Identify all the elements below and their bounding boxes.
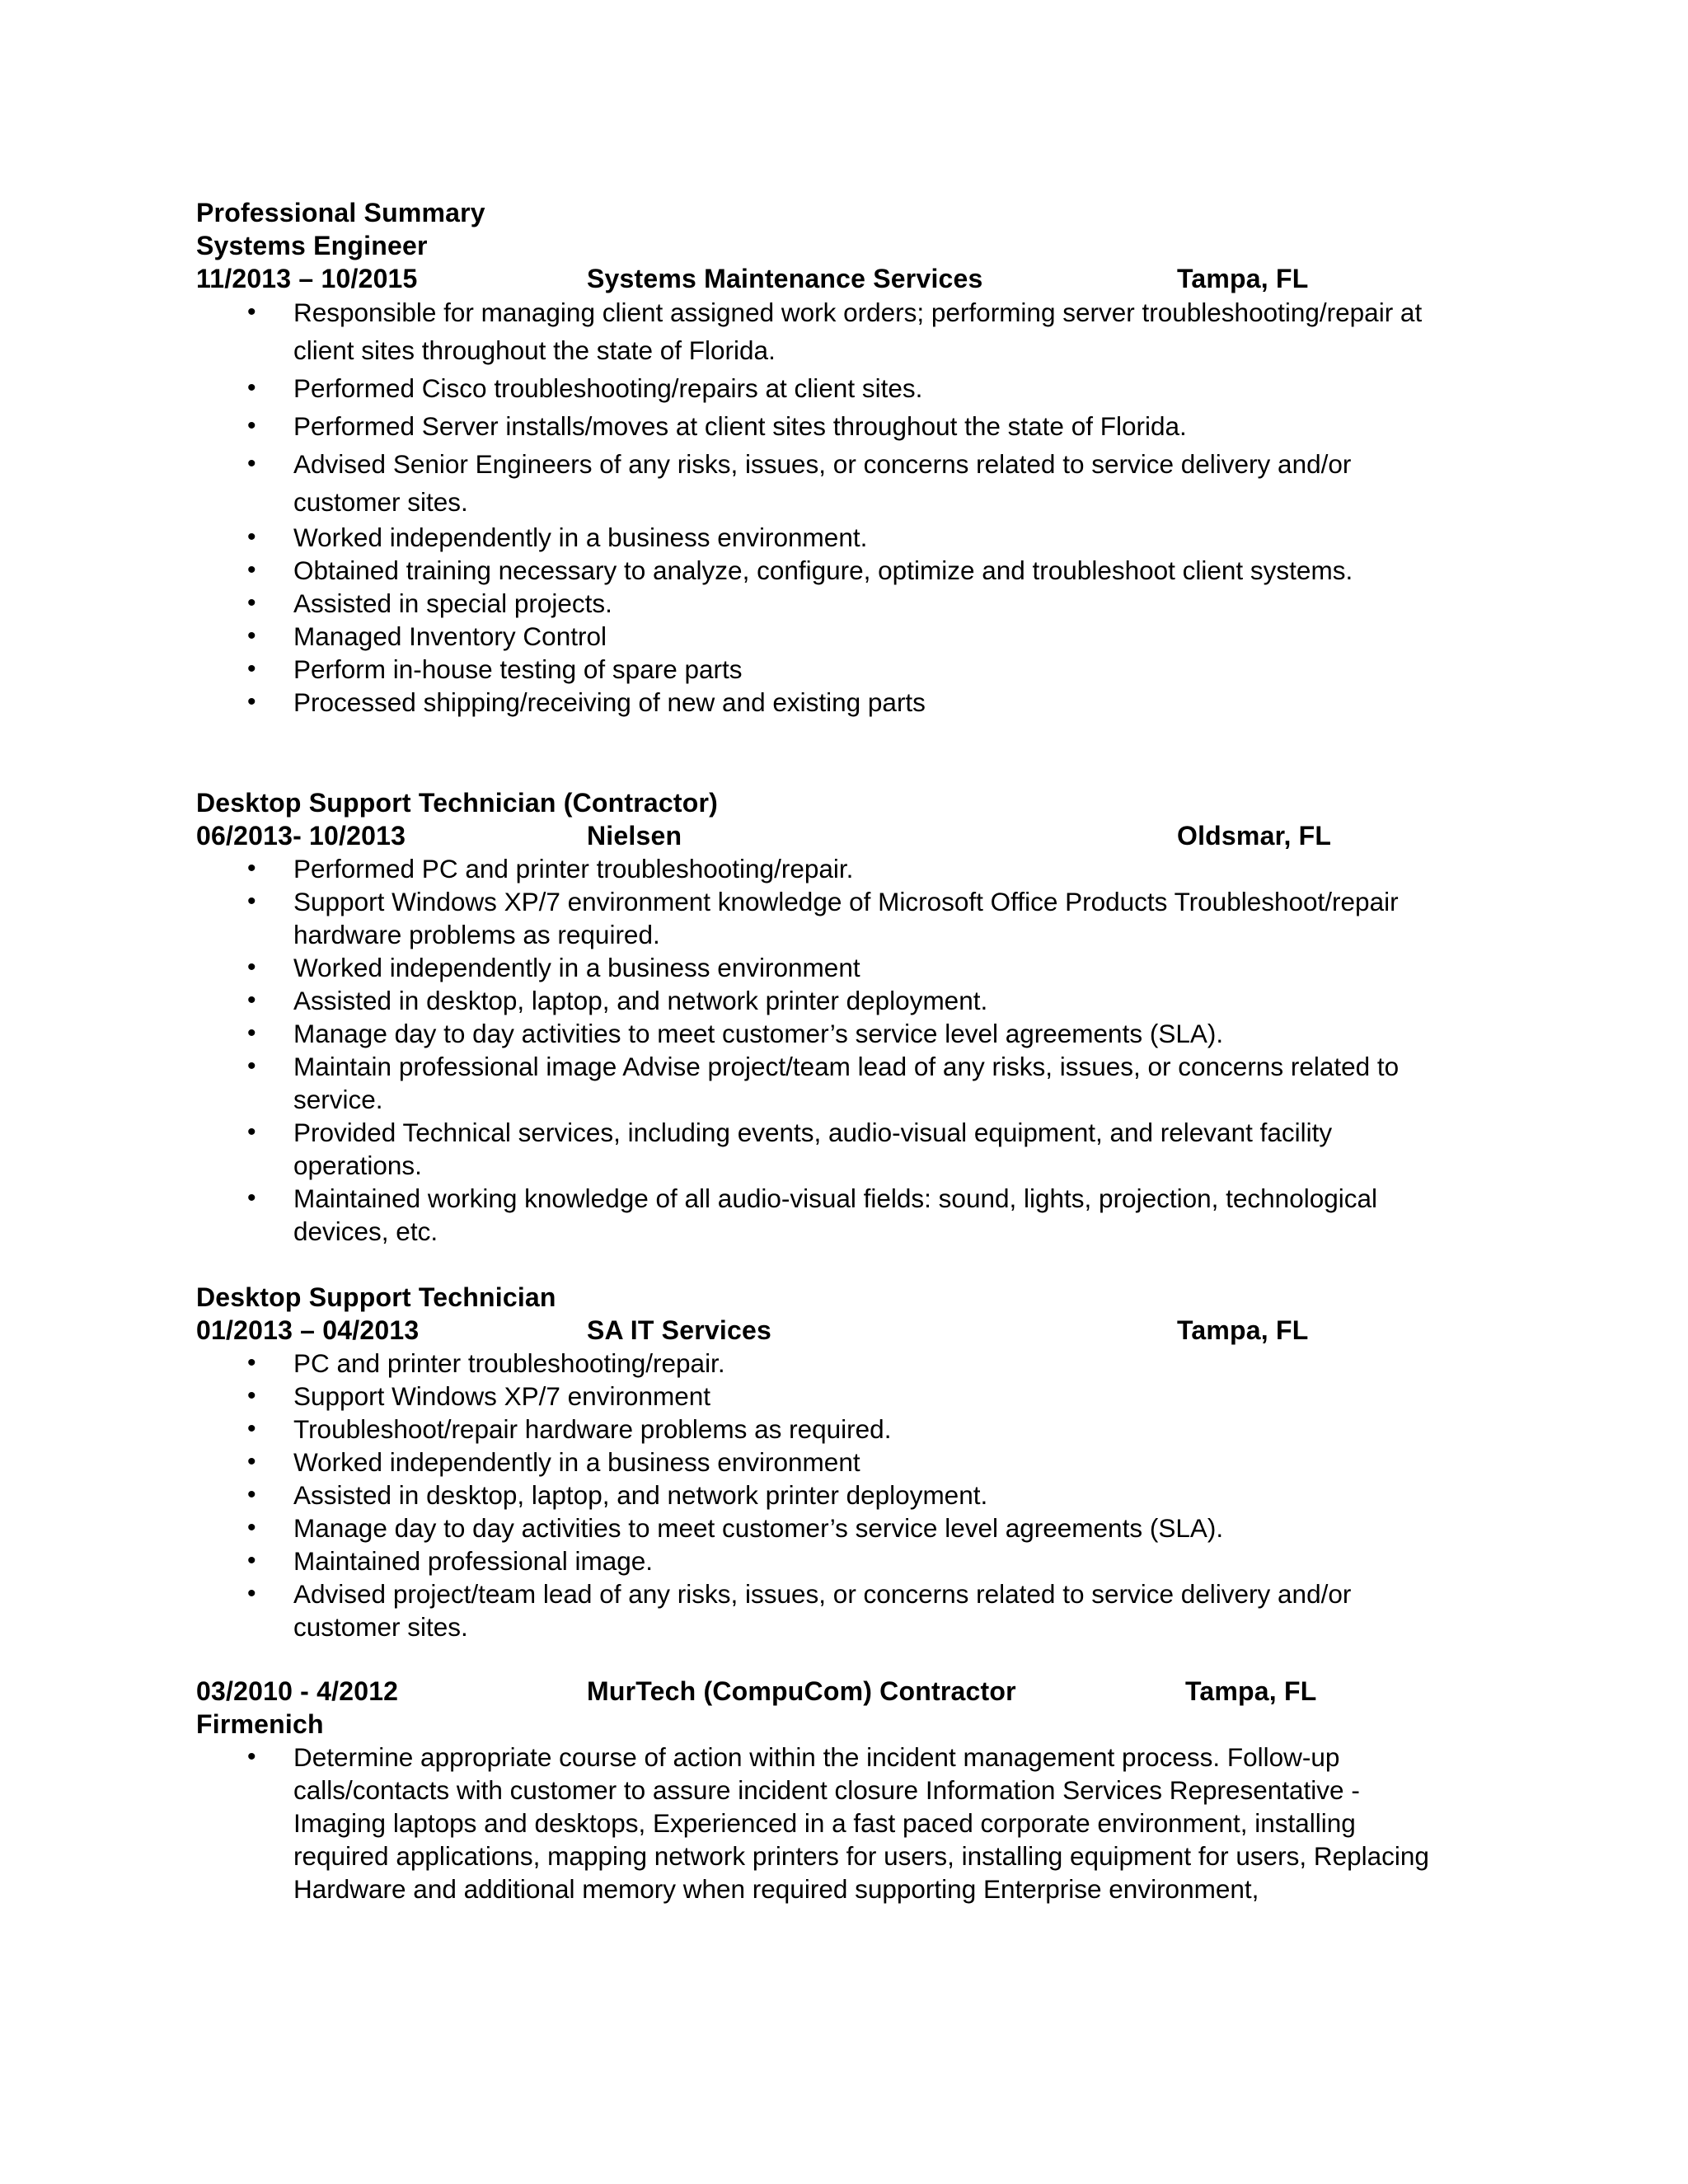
list-item: • Troubleshoot/repair hardware problems as required. bbox=[293, 1413, 1464, 1446]
list-item: • Provided Technical services, including events, audio-visual equipment, and relevant facility operations. bbox=[293, 1116, 1464, 1182]
job-company: Systems Maintenance Services bbox=[587, 264, 983, 293]
job-dates: 11/2013 – 10/2015 bbox=[196, 264, 418, 293]
job-company: Nielsen bbox=[587, 821, 682, 851]
list-item: • Assisted in desktop, laptop, and network printer deployment. bbox=[293, 1479, 1464, 1511]
job-title: Systems Engineer bbox=[196, 231, 428, 260]
list-item: • Performed Server installs/moves at client sites throughout the state of Florida. bbox=[293, 407, 1447, 445]
list-item: • Perform in-house testing of spare parts bbox=[293, 653, 1447, 686]
list-item: • Support Windows XP/7 environment knowledge of Microsoft Office Products Troubleshoot/repair hardware problems as required. bbox=[293, 885, 1464, 951]
job-dates: 03/2010 - 4/2012 bbox=[196, 1676, 399, 1706]
list-item: • Worked independently in a business environment bbox=[293, 1446, 1464, 1479]
job-bullet-list bbox=[293, 293, 1447, 719]
job-dates: 06/2013- 10/2013 bbox=[196, 821, 406, 851]
list-item: • Performed Cisco troubleshooting/repairs at client sites. bbox=[293, 369, 1447, 407]
job-company: MurTech (CompuCom) Contractor bbox=[587, 1676, 1016, 1706]
job-title: Desktop Support Technician bbox=[196, 1282, 556, 1312]
job-company: SA IT Services bbox=[587, 1315, 771, 1345]
section-heading: Professional Summary bbox=[196, 198, 485, 227]
list-item: • Advised project/team lead of any risks, issues, or concerns related to service delivery and/or customer sites. bbox=[293, 1577, 1464, 1643]
list-item: • Maintained working knowledge of all audio-visual fields: sound, lights, projection, technological devices, etc. bbox=[293, 1182, 1464, 1248]
list-item: • Support Windows XP/7 environment bbox=[293, 1380, 1464, 1413]
list-item: • Manage day to day activities to meet customer’s service level agreements (SLA). bbox=[293, 1017, 1464, 1050]
list-item: • Advised Senior Engineers of any risks, issues, or concerns related to service delivery and/or customer sites. bbox=[293, 445, 1447, 521]
list-item: • Maintain professional image Advise project/team lead of any risks, issues, or concerns related to service. bbox=[293, 1050, 1464, 1116]
list-item: • Determine appropriate course of action within the incident management process. Follow-up calls/contacts with customer to assure incident closure Information Services Representative - Imaging laptops and desktops, Experienced in a fast paced corporate environment, installing required applications, mapping network printers for users, installing equipment for users, Replacing Hardware and additional memory when required supporting Enterprise environment, bbox=[293, 1741, 1439, 1905]
list-item: • Managed Inventory Control bbox=[293, 620, 1447, 653]
job-bullet-list bbox=[293, 1347, 1464, 1643]
list-item: • Worked independently in a business environment. bbox=[293, 521, 1447, 554]
job-location: Tampa, FL bbox=[1177, 264, 1309, 293]
list-item: • Processed shipping/receiving of new and existing parts bbox=[293, 686, 1447, 719]
list-item: • Assisted in desktop, laptop, and network printer deployment. bbox=[293, 984, 1464, 1017]
job-title: Desktop Support Technician (Contractor) bbox=[196, 788, 719, 818]
job-bullet-list bbox=[293, 1741, 1439, 1905]
job-location: Oldsmar, FL bbox=[1177, 821, 1332, 851]
list-item: • Maintained professional image. bbox=[293, 1544, 1464, 1577]
job-client: Firmenich bbox=[196, 1709, 324, 1739]
list-item: • Manage day to day activities to meet customer’s service level agreements (SLA). bbox=[293, 1511, 1464, 1544]
list-item: • Obtained training necessary to analyze, configure, optimize and troubleshoot client systems. bbox=[293, 554, 1447, 587]
list-item: • PC and printer troubleshooting/repair. bbox=[293, 1347, 1464, 1380]
list-item: • Responsible for managing client assigned work orders; performing server troubleshooting/repair at client sites throughout the state of Florida. bbox=[293, 293, 1447, 369]
job-location: Tampa, FL bbox=[1177, 1315, 1309, 1345]
job-dates: 01/2013 – 04/2013 bbox=[196, 1315, 420, 1345]
job-bullet-list bbox=[293, 852, 1464, 1248]
list-item: • Assisted in special projects. bbox=[293, 587, 1447, 620]
list-item: • Worked independently in a business environment bbox=[293, 951, 1464, 984]
job-location: Tampa, FL bbox=[1185, 1676, 1317, 1706]
list-item: • Performed PC and printer troubleshooting/repair. bbox=[293, 852, 1464, 885]
